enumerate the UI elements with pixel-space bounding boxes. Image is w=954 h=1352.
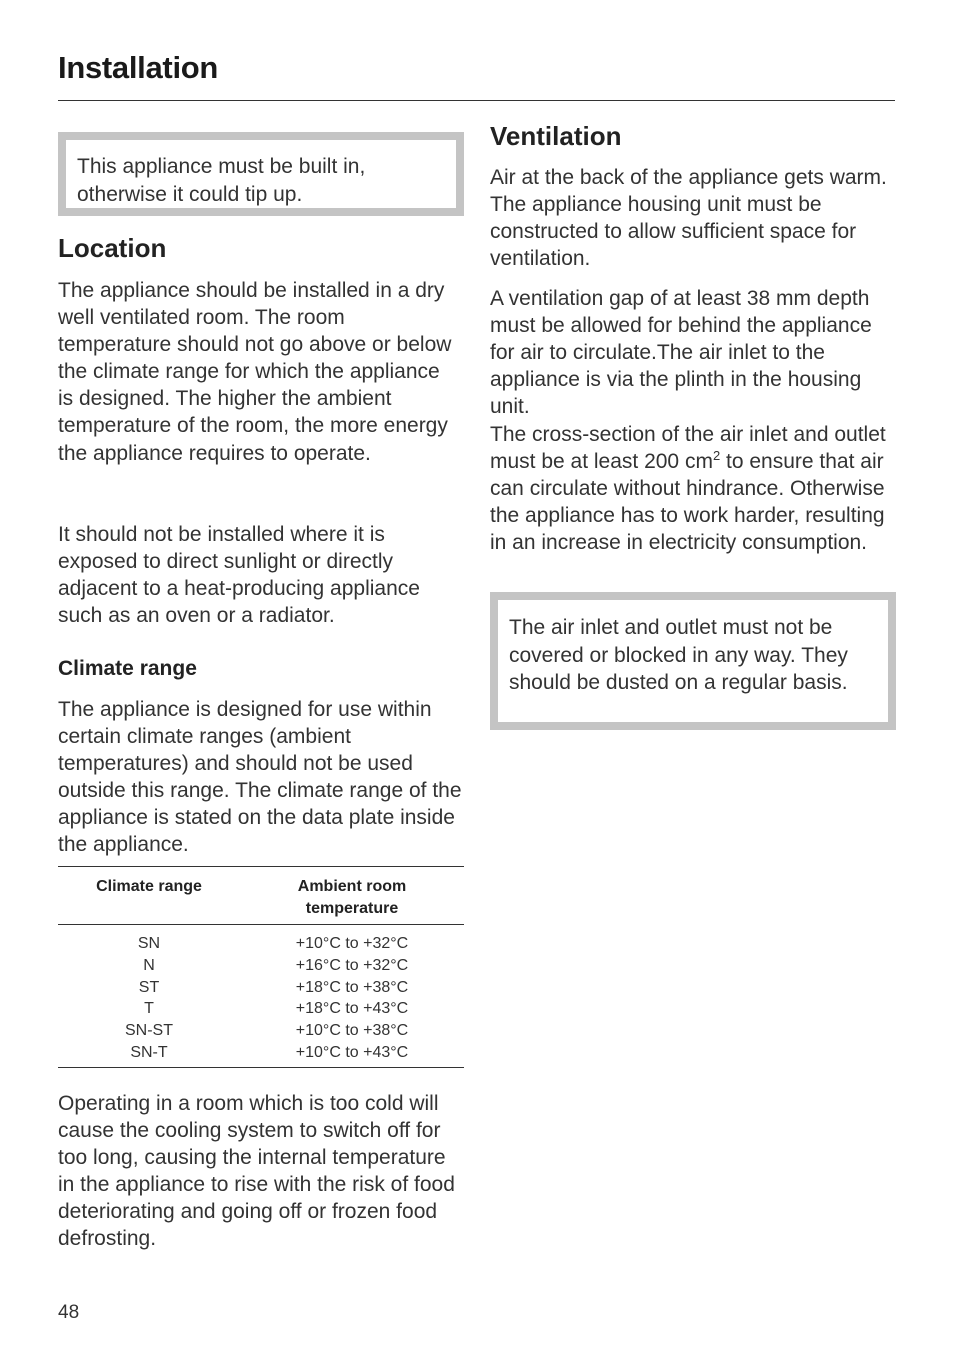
built-in-warning-box [58, 132, 464, 216]
ventilation-paragraph-1: Air at the back of the appliance gets warm. The appliance housing unit must be constructed to allow sufficient space for ventilation. [490, 166, 887, 271]
climate-class-cell: SN-ST [125, 1022, 173, 1040]
air-inlet-warning-text: The air inlet and outlet must not be covered or blocked in any way. They should be dusted on a regular basis. [509, 616, 848, 694]
climate-range-column-header: Climate range [96, 878, 202, 895]
temperature-range-cell: +18°C to +38°C [295, 978, 409, 996]
page-title: Installation [58, 50, 219, 85]
table-row [58, 977, 464, 999]
table-row [58, 998, 464, 1020]
table-header [58, 867, 464, 925]
table-body [58, 925, 464, 1067]
table-row [58, 933, 464, 955]
cold-room-paragraph: Operating in a room which is too cold will cause the cooling system to switch off for too long, causing the internal temperature in the appliance to rise with the risk of food deteriorating and going off or frozen food defrosting. [58, 1092, 455, 1251]
location-heading: Location [58, 233, 167, 263]
temperature-range-cell: +10°C to +38°C [295, 1022, 409, 1040]
air-inlet-warning-box [490, 592, 896, 730]
climate-range-table [58, 866, 464, 1068]
temperature-range-cell: +16°C to +32°C [295, 956, 409, 974]
climate-class-cell: T [144, 1000, 154, 1018]
climate-range-heading: Climate range [58, 657, 197, 680]
climate-class-cell: ST [138, 978, 160, 996]
climate-range-paragraph: The appliance is designed for use within certain climate ranges (ambient temperatures) and should not be used outside this range. The climate range of the appliance is stated on the data plate inside the appliance. [58, 698, 462, 857]
cross-section-text-continued: to ensure that air can circulate without hindrance. Otherwise the appliance has to work harder, resulting in an increase in electricity consumption. [490, 450, 885, 555]
ventilation-paragraph-2: A ventilation gap of at least 38 mm depth must be allowed for behind the appliance for air to circulate.The air inlet to the appliance is via the plinth in the housing unit. [490, 287, 872, 419]
climate-class-cell: SN-T [130, 1043, 168, 1061]
table-row [58, 955, 464, 977]
temperature-range-cell: +18°C to +43°C [295, 1000, 409, 1018]
superscript-2: 2 [712, 448, 721, 464]
temperature-range-cell: +10°C to +43°C [295, 1043, 409, 1061]
climate-class-cell: N [143, 956, 155, 974]
table-row [58, 1020, 464, 1042]
ventilation-heading: Ventilation [490, 121, 622, 151]
climate-class-cell: SN [137, 935, 161, 952]
cross-section-text: The cross-section of the air inlet and outlet must be at least 200 cm [490, 423, 886, 474]
page-number: 48 [58, 1302, 80, 1323]
temperature-range-cell: +10°C to +32°C [295, 935, 409, 952]
built-in-warning-text: This appliance must be built in, otherwise it could tip up. [77, 155, 366, 206]
table-row [58, 1042, 464, 1064]
title-divider [58, 100, 895, 101]
ventilation-paragraph-3 [490, 421, 896, 556]
location-paragraph-2: It should not be installed where it is exposed to direct sunlight or directly adjacent to a heat-producing appliance such as an oven or a radiator. [58, 523, 420, 628]
ambient-temperature-column-header: Ambient room temperature [297, 878, 407, 917]
location-paragraph-1: The appliance should be installed in a dry well ventilated room. The room temperature should not go above or below the climate range for which the appliance is designed. The higher the ambient temperature of the room, the more energy the appliance requires to operate. [58, 279, 452, 465]
